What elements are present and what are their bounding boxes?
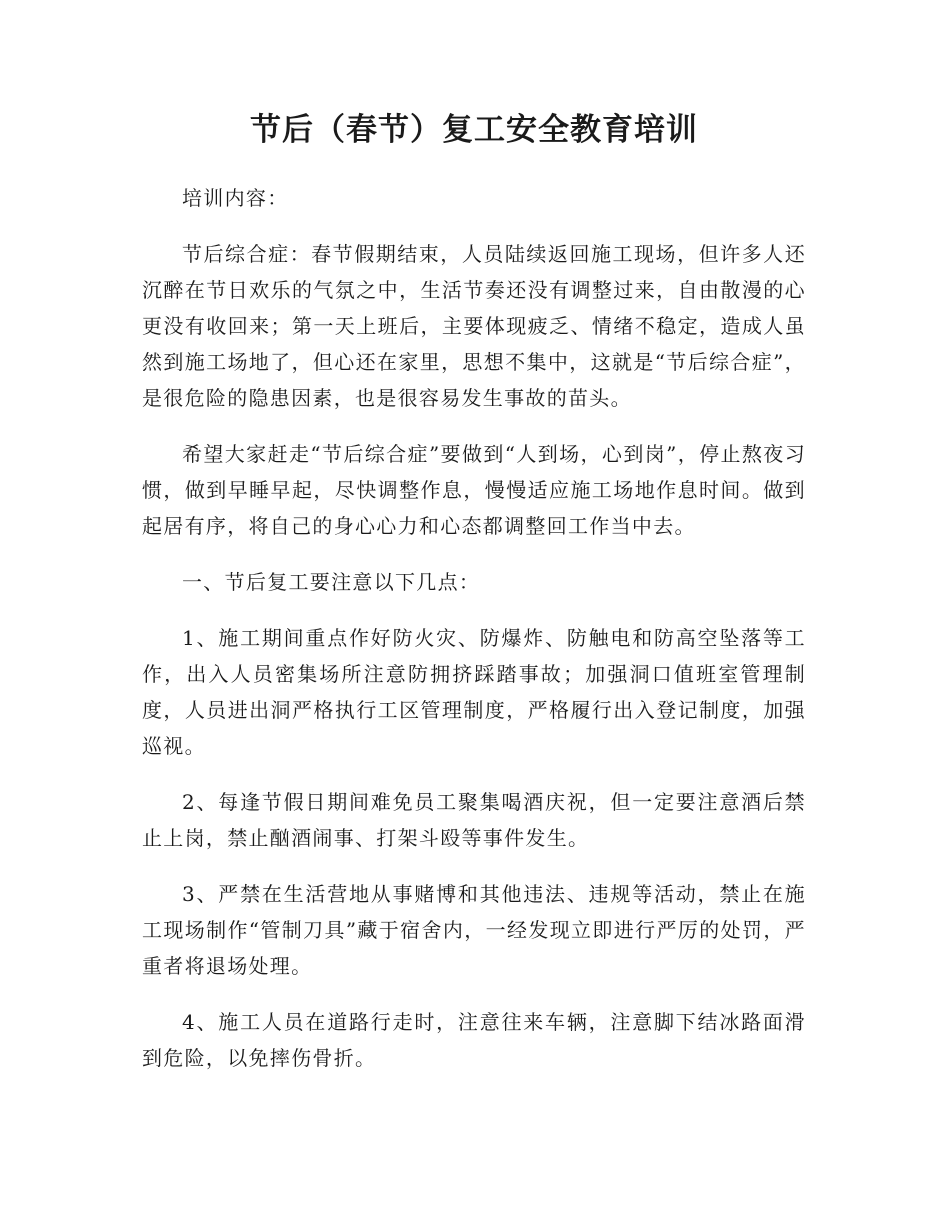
section-heading-points: 一、节后复工要注意以下几点： [182,570,481,594]
document-title: 节后（春节）复工安全教育培训 [250,112,698,148]
document-page [142,108,806,1096]
list-item-2: 2、每逢节假日期间难免员工聚集喝酒庆祝，但一定要注意酒后禁止上岗，禁止酗酒闹事、打架斗殴等事件发生。 [142,790,806,850]
list-item-3: 3、严禁在生活营地从事赌博和其他违法、违规等活动，禁止在施工现场制作“管制刀具”藏于宿舍内，一经发现立即进行严厉的处罚，严重者将退场处理。 [142,882,806,978]
paragraph-hope: 希望大家赶走“节后综合症”要做到“人到场，心到岗”，停止熬夜习惯，做到早睡早起，尽快调整作息，慢慢适应施工场地作息时间。做到起居有序，将自己的身心心力和心态都调整回工作当中去。 [142,442,806,538]
training-content-label: 培训内容： [182,186,289,210]
list-item-1: 1、施工期间重点作好防火灾、防爆炸、防触电和防高空坠落等工作，出入人员密集场所注意防拥挤踩踏事故；加强洞口值班室管理制度，人员进出洞严格执行工区管理制度，严格履行出入登记制度，加强巡视。 [142,626,806,758]
paragraph-post-holiday-syndrome: 节后综合症：春节假期结束，人员陆续返回施工现场，但许多人还沉醉在节日欢乐的气氛之中，生活节奏还没有调整过来，自由散漫的心更没有收回来；第一天上班后，主要体现疲乏、情绪不稳定，造成人虽然到施工场地了，但心还在家里，思想不集中，这就是“节后综合症”，是很危险的隐患因素，也是很容易发生事故的苗头。 [142,242,806,410]
list-item-4: 4、施工人员在道路行走时，注意往来车辆，注意脚下结冰路面滑到危险，以免摔伤骨折。 [142,1010,806,1070]
